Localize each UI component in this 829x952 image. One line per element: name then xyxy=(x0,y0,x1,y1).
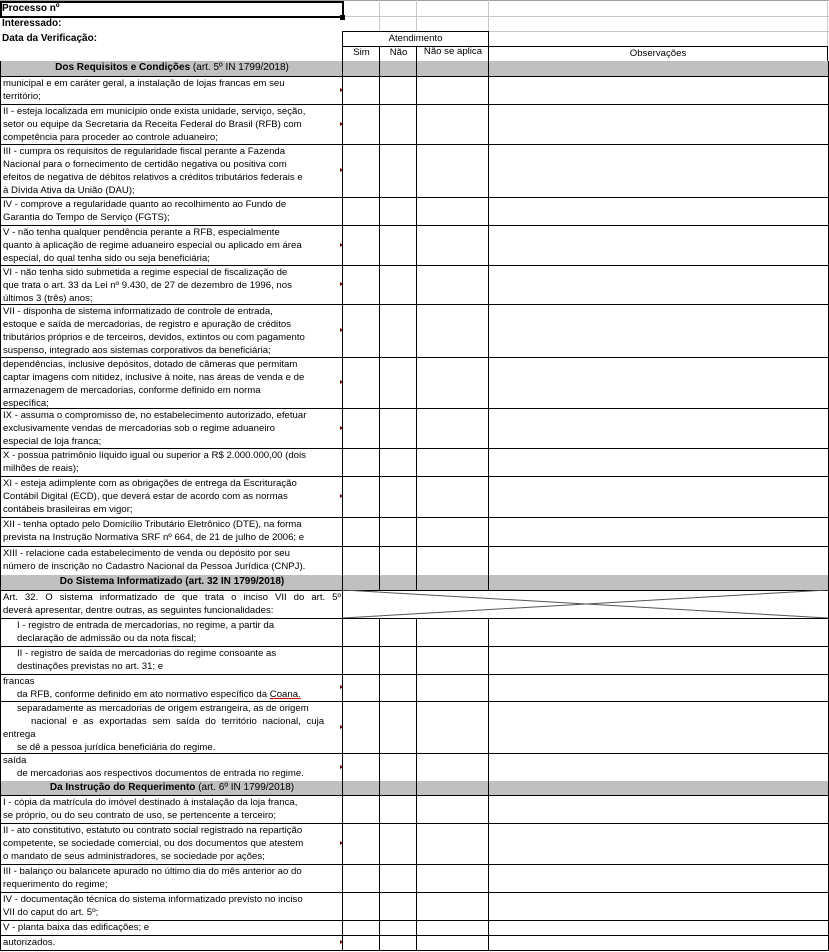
col-nao-se-aplica-header: Não se aplica xyxy=(416,46,489,62)
text-line: Garantia do Tempo de Serviço (FGTS); xyxy=(3,212,170,223)
text-line: IV - documentação técnica do sistema informatizado previsto no inciso xyxy=(3,894,303,905)
nao-cell[interactable] xyxy=(379,795,417,824)
section-header-fill xyxy=(488,61,829,77)
nao-cell[interactable] xyxy=(379,76,417,105)
text-line: se dê a pessoa jurídica beneficiária do regime. xyxy=(17,742,216,753)
section-title: Do Sistema Informatizado (art. 32 IN 1799/2018) xyxy=(59,576,285,587)
text-line: IX - assuma o compromisso de, no estabelecimento autorizado, efetuar xyxy=(3,410,307,421)
nao-cell[interactable] xyxy=(379,753,417,782)
section-header-fill xyxy=(488,575,829,591)
observacoes-cell[interactable] xyxy=(488,701,829,754)
atendimento-header: Atendimento xyxy=(342,31,489,47)
section-title: Da Instrução do Requerimento xyxy=(49,782,196,793)
observacoes-cell[interactable] xyxy=(488,476,829,518)
nao-se-aplica-cell[interactable] xyxy=(416,646,489,675)
nao-se-aplica-cell[interactable] xyxy=(416,823,489,865)
text-line: I - cópia da matrícula do imóvel destinado à instalação da loja franca, xyxy=(3,797,298,808)
section-header[interactable] xyxy=(0,61,343,77)
observacoes-cell[interactable] xyxy=(488,517,829,547)
text-line: número de inscrição no Cadastro Nacional da Pessoa Jurídica (CNPJ). xyxy=(3,561,306,572)
text-line: VII do caput do art. 5º; xyxy=(3,907,99,918)
sim-cell[interactable] xyxy=(342,674,380,702)
nao-cell[interactable] xyxy=(379,674,417,702)
processo-label[interactable]: Processo nº xyxy=(2,3,60,14)
observacoes-cell[interactable] xyxy=(488,795,829,824)
requirement-text[interactable] xyxy=(0,753,343,782)
section-header[interactable] xyxy=(0,575,343,591)
text-line: deverá apresentar, dentre outras, as seguintes funcionalidades: xyxy=(3,605,274,616)
nao-cell[interactable] xyxy=(379,864,417,893)
text-line: saída xyxy=(3,755,27,766)
section-title-ref: (art. 6º IN 1799/2018) xyxy=(195,782,295,793)
text-line: nacional e as exportadas sem saída do território nacional, cuja xyxy=(31,716,325,727)
section-header[interactable] xyxy=(0,781,343,796)
sim-cell[interactable] xyxy=(342,701,380,754)
section-header-fill xyxy=(379,781,417,796)
sim-cell[interactable] xyxy=(342,618,380,647)
text-line: que trata o art. 33 da Lei nº 9.430, de 27 de dezembro de 1996, nos xyxy=(3,280,292,291)
text-line: setor ou equipe da Secretaria da Receita Federal do Brasil (RFB) com xyxy=(3,119,302,130)
text-line: VII - disponha de sistema informatizado de controle de entrada, xyxy=(3,306,273,317)
requirement-text[interactable] xyxy=(0,674,343,702)
observacoes-cell[interactable] xyxy=(488,920,829,936)
sim-cell[interactable] xyxy=(342,265,380,305)
text-line: prevista na Instrução Normativa SRF nº 664, de 21 de julho de 2006; e xyxy=(3,532,305,543)
observacoes-cell[interactable] xyxy=(488,864,829,893)
requirement-text[interactable] xyxy=(0,76,343,105)
nao-cell[interactable] xyxy=(379,304,417,358)
nao-se-aplica-cell[interactable] xyxy=(416,225,489,266)
text-line: especial de loja franca; xyxy=(3,436,102,447)
text-line: Art. 32. O sistema informatizado de que trata o inciso VII do art. 5º xyxy=(3,592,341,603)
observacoes-cell[interactable] xyxy=(488,304,829,358)
nao-cell[interactable] xyxy=(379,546,417,576)
sim-cell[interactable] xyxy=(342,935,380,951)
observacoes-cell[interactable] xyxy=(488,892,829,921)
requirement-text[interactable] xyxy=(0,701,343,754)
text-line: XII - tenha optado pelo Domicílio Tributário Eletrônico (DTE), na forma xyxy=(3,519,302,530)
requirement-text[interactable] xyxy=(0,225,343,266)
nao-cell[interactable] xyxy=(379,646,417,675)
sim-cell[interactable] xyxy=(342,104,380,145)
requirement-text[interactable] xyxy=(0,892,343,921)
requirement-text[interactable] xyxy=(0,517,343,547)
sim-cell[interactable] xyxy=(342,448,380,477)
nao-cell[interactable] xyxy=(379,920,417,936)
nao-cell[interactable] xyxy=(379,225,417,266)
text-line: competência para proceder ao controle aduaneiro; xyxy=(3,132,218,143)
col-nao-header: Não xyxy=(379,46,417,62)
nao-se-aplica-cell[interactable] xyxy=(416,517,489,547)
nao-cell[interactable] xyxy=(379,618,417,647)
requirement-text[interactable] xyxy=(0,795,343,824)
text-line: I - registro de entrada de mercadorias, no regime, a partir da xyxy=(17,620,275,631)
observacoes-cell[interactable] xyxy=(488,618,829,647)
sim-cell[interactable] xyxy=(342,408,380,449)
text-line: Nacional para o fornecimento de certidão negativa ou positiva com xyxy=(3,159,287,170)
section-intro-text xyxy=(0,590,343,619)
sim-cell[interactable] xyxy=(342,76,380,105)
text-line: II - ato constitutivo, estatuto ou contrato social registrado na repartição xyxy=(3,825,303,836)
observacoes-cell[interactable] xyxy=(488,753,829,782)
text-line: X - possua patrimônio líquido igual ou superior a R$ 2.000.000,00 (dois xyxy=(3,450,306,461)
cross-out-icon xyxy=(343,590,828,618)
nao-cell[interactable] xyxy=(379,476,417,518)
text-line: dependências, inclusive depósitos, dotado de câmeras que permitam xyxy=(3,359,298,370)
nao-se-aplica-cell[interactable] xyxy=(416,104,489,145)
text-line: III - cumpra os requisitos de regularidade fiscal perante a Fazenda xyxy=(3,146,286,157)
nao-cell[interactable] xyxy=(379,935,417,951)
text-line: III - balanço ou balancete apurado no último dia do mês anterior ao do xyxy=(3,866,302,877)
text-line: V - planta baixa das edificações; e xyxy=(3,922,150,933)
crossed-out-merged-cell xyxy=(342,590,829,619)
requirement-text[interactable] xyxy=(0,304,343,358)
nao-se-aplica-cell[interactable] xyxy=(416,265,489,305)
sim-cell[interactable] xyxy=(342,753,380,782)
nao-se-aplica-cell[interactable] xyxy=(416,76,489,105)
text-line: autorizados. xyxy=(3,937,56,948)
text-line: XIII - relacione cada estabelecimento de venda ou depósito por seu xyxy=(3,548,290,559)
section-header-fill xyxy=(416,575,489,591)
spellcheck-word: Coana. xyxy=(269,689,301,700)
text-line: território; xyxy=(3,91,41,102)
text-line: IV - comprove a regularidade quanto ao recolhimento ao Fundo de xyxy=(3,199,287,210)
observacoes-cell[interactable] xyxy=(488,265,829,305)
nao-cell[interactable] xyxy=(379,104,417,145)
nao-se-aplica-cell[interactable] xyxy=(416,197,489,226)
sim-cell[interactable] xyxy=(342,864,380,893)
observacoes-cell[interactable] xyxy=(488,104,829,145)
sim-cell[interactable] xyxy=(342,823,380,865)
nao-se-aplica-cell[interactable] xyxy=(416,408,489,449)
nao-se-aplica-cell[interactable] xyxy=(416,448,489,477)
observacoes-cell[interactable] xyxy=(488,144,829,198)
text-line: II - esteja localizada em município onde exista unidade, serviço, seção, xyxy=(3,106,306,117)
section-header-fill xyxy=(342,781,380,796)
text-line: VI - não tenha sido submetida a regime especial de fiscalização de xyxy=(3,267,288,278)
sim-cell[interactable] xyxy=(342,920,380,936)
col-observacoes-header: Observações xyxy=(488,46,828,62)
nao-cell[interactable] xyxy=(379,701,417,754)
gridline xyxy=(827,0,828,46)
requirement-text[interactable] xyxy=(0,646,343,675)
nao-se-aplica-cell[interactable] xyxy=(416,546,489,576)
text-line: específica; xyxy=(3,398,49,409)
observacoes-cell[interactable] xyxy=(488,823,829,865)
observacoes-cell[interactable] xyxy=(488,197,829,226)
nao-cell[interactable] xyxy=(379,144,417,198)
section-header-fill xyxy=(488,781,829,796)
requirement-text[interactable] xyxy=(0,357,343,409)
text-line: municipal e em caráter geral, a instalação de lojas francas em seu xyxy=(3,78,285,89)
nao-se-aplica-cell[interactable] xyxy=(416,892,489,921)
gridline xyxy=(416,0,417,31)
requirement-text[interactable] xyxy=(0,197,343,226)
nao-cell[interactable] xyxy=(379,265,417,305)
text-line: separadamente as mercadorias de origem estrangeira, as de origem xyxy=(17,703,309,714)
observacoes-cell[interactable] xyxy=(488,546,829,576)
text-line: destinações previstas no art. 31; e xyxy=(17,661,164,672)
text-line: milhões de reais); xyxy=(3,463,79,474)
section-header-fill xyxy=(379,61,417,77)
sim-cell[interactable] xyxy=(342,892,380,921)
requirement-text[interactable] xyxy=(0,408,343,449)
requirement-text[interactable] xyxy=(0,618,343,647)
nao-se-aplica-cell[interactable] xyxy=(416,674,489,702)
text-line: estoque e saída de mercadorias, de registro e apuração de créditos xyxy=(3,319,291,330)
text-fragment: da RFB, conforme definido em ato normativo específico da xyxy=(17,689,270,700)
gridline xyxy=(379,0,380,31)
nao-cell[interactable] xyxy=(379,823,417,865)
text-line: requerimento do regime; xyxy=(3,879,108,890)
text-line: contábeis brasileiras em vigor; xyxy=(3,504,133,515)
text-line: francas xyxy=(3,676,35,687)
text-line: quanto à aplicação de regime aduaneiro especial ou aplicado em área xyxy=(3,240,302,251)
sim-cell[interactable] xyxy=(342,517,380,547)
section-header-fill xyxy=(379,575,417,591)
text-line: o mandato de seus administradores, se sociedade por ações; xyxy=(3,851,265,862)
nao-se-aplica-cell[interactable] xyxy=(416,357,489,409)
section-title: Dos Requisitos e Condições xyxy=(55,62,191,73)
observacoes-cell[interactable] xyxy=(488,408,829,449)
sim-cell[interactable] xyxy=(342,357,380,409)
nao-se-aplica-cell[interactable] xyxy=(416,144,489,198)
text-line: entrega xyxy=(3,729,36,740)
data-verificacao-label[interactable]: Data da Verificação: xyxy=(2,33,98,44)
requirement-text[interactable] xyxy=(0,265,343,305)
text-line: últimos 3 (três) anos; xyxy=(3,293,93,304)
text-line: suspenso, integrado aos sistemas corporativos da beneficiária; xyxy=(3,345,271,356)
sim-cell[interactable] xyxy=(342,197,380,226)
nao-se-aplica-cell[interactable] xyxy=(416,920,489,936)
text-line xyxy=(3,688,341,701)
nao-cell[interactable] xyxy=(379,408,417,449)
text-line: especial, do qual tenha sido ou seja beneficiária; xyxy=(3,253,210,264)
sim-cell[interactable] xyxy=(342,304,380,358)
requirement-text[interactable] xyxy=(0,864,343,893)
nao-cell[interactable] xyxy=(379,448,417,477)
nao-se-aplica-cell[interactable] xyxy=(416,618,489,647)
sim-cell[interactable] xyxy=(342,646,380,675)
text-line: tributários próprios e de terceiros, devidos, extintos ou com pagamento xyxy=(3,332,305,343)
nao-cell[interactable] xyxy=(379,197,417,226)
observacoes-cell[interactable] xyxy=(488,225,829,266)
sim-cell[interactable] xyxy=(342,225,380,266)
nao-se-aplica-cell[interactable] xyxy=(416,701,489,754)
text-line: exclusivamente vendas de mercadorias sob o regime aduaneiro xyxy=(3,423,275,434)
col-sim-header: Sim xyxy=(342,46,380,62)
text-line: se próprio, ou do seu contrato de uso, se pertencente a terceiro; xyxy=(3,810,277,821)
text-line: efeitos de negativa de débitos relativos a créditos tributários federais e xyxy=(3,172,303,183)
requirement-text[interactable] xyxy=(0,144,343,198)
requirement-text[interactable] xyxy=(0,104,343,145)
observacoes-cell[interactable] xyxy=(488,674,829,702)
section-header-fill xyxy=(416,781,489,796)
text-line: competente, se sociedade comercial, ou dos documentos que atestem xyxy=(3,838,304,849)
requirement-text[interactable] xyxy=(0,935,343,951)
nao-cell[interactable] xyxy=(379,357,417,409)
sim-cell[interactable] xyxy=(342,795,380,824)
text-line: declaração de admissão ou da nota fiscal; xyxy=(17,633,197,644)
sim-cell[interactable] xyxy=(342,546,380,576)
section-title-ref: (art. 5º IN 1799/2018) xyxy=(190,62,289,73)
text-line: de mercadorias aos respectivos documentos de entrada no regime. xyxy=(17,768,304,779)
nao-se-aplica-cell[interactable] xyxy=(416,864,489,893)
requirement-text[interactable] xyxy=(0,476,343,518)
text-line: II - registro de saída de mercadorias do regime consoante as xyxy=(17,648,277,659)
observacoes-cell[interactable] xyxy=(488,646,829,675)
nao-cell[interactable] xyxy=(379,517,417,547)
section-header-fill xyxy=(342,575,380,591)
text-line: captar imagens com nitidez, inclusive à noite, nas áreas de venda e de xyxy=(3,372,305,383)
nao-se-aplica-cell[interactable] xyxy=(416,304,489,358)
text-line: XI - esteja adimplente com as obrigações de entrega da Escrituração xyxy=(3,478,297,489)
observacoes-cell[interactable] xyxy=(488,935,829,951)
section-header-fill xyxy=(416,61,489,77)
nao-se-aplica-cell[interactable] xyxy=(416,753,489,782)
interessado-label[interactable]: Interessado: xyxy=(2,18,62,29)
requirement-text[interactable] xyxy=(0,546,343,576)
requirement-text[interactable] xyxy=(0,823,343,865)
requirement-text[interactable] xyxy=(0,920,343,936)
nao-se-aplica-cell[interactable] xyxy=(416,935,489,951)
text-line: V - não tenha qualquer pendência perante a RFB, especialmente xyxy=(3,227,280,238)
section-header-fill xyxy=(342,61,380,77)
nao-se-aplica-cell[interactable] xyxy=(416,795,489,824)
nao-se-aplica-cell[interactable] xyxy=(416,476,489,518)
observacoes-cell[interactable] xyxy=(488,448,829,477)
text-line: à Dívida Ativa da União (DAU); xyxy=(3,185,135,196)
sim-cell[interactable] xyxy=(342,476,380,518)
nao-cell[interactable] xyxy=(379,892,417,921)
requirement-text[interactable] xyxy=(0,448,343,477)
sim-cell[interactable] xyxy=(342,144,380,198)
observacoes-cell[interactable] xyxy=(488,76,829,105)
observacoes-cell[interactable] xyxy=(488,357,829,409)
text-line: armazenagem de mercadorias, conforme definido em norma xyxy=(3,385,261,396)
text-line: Contábil Digital (ECD), que deverá estar de acordo com as normas xyxy=(3,491,288,502)
